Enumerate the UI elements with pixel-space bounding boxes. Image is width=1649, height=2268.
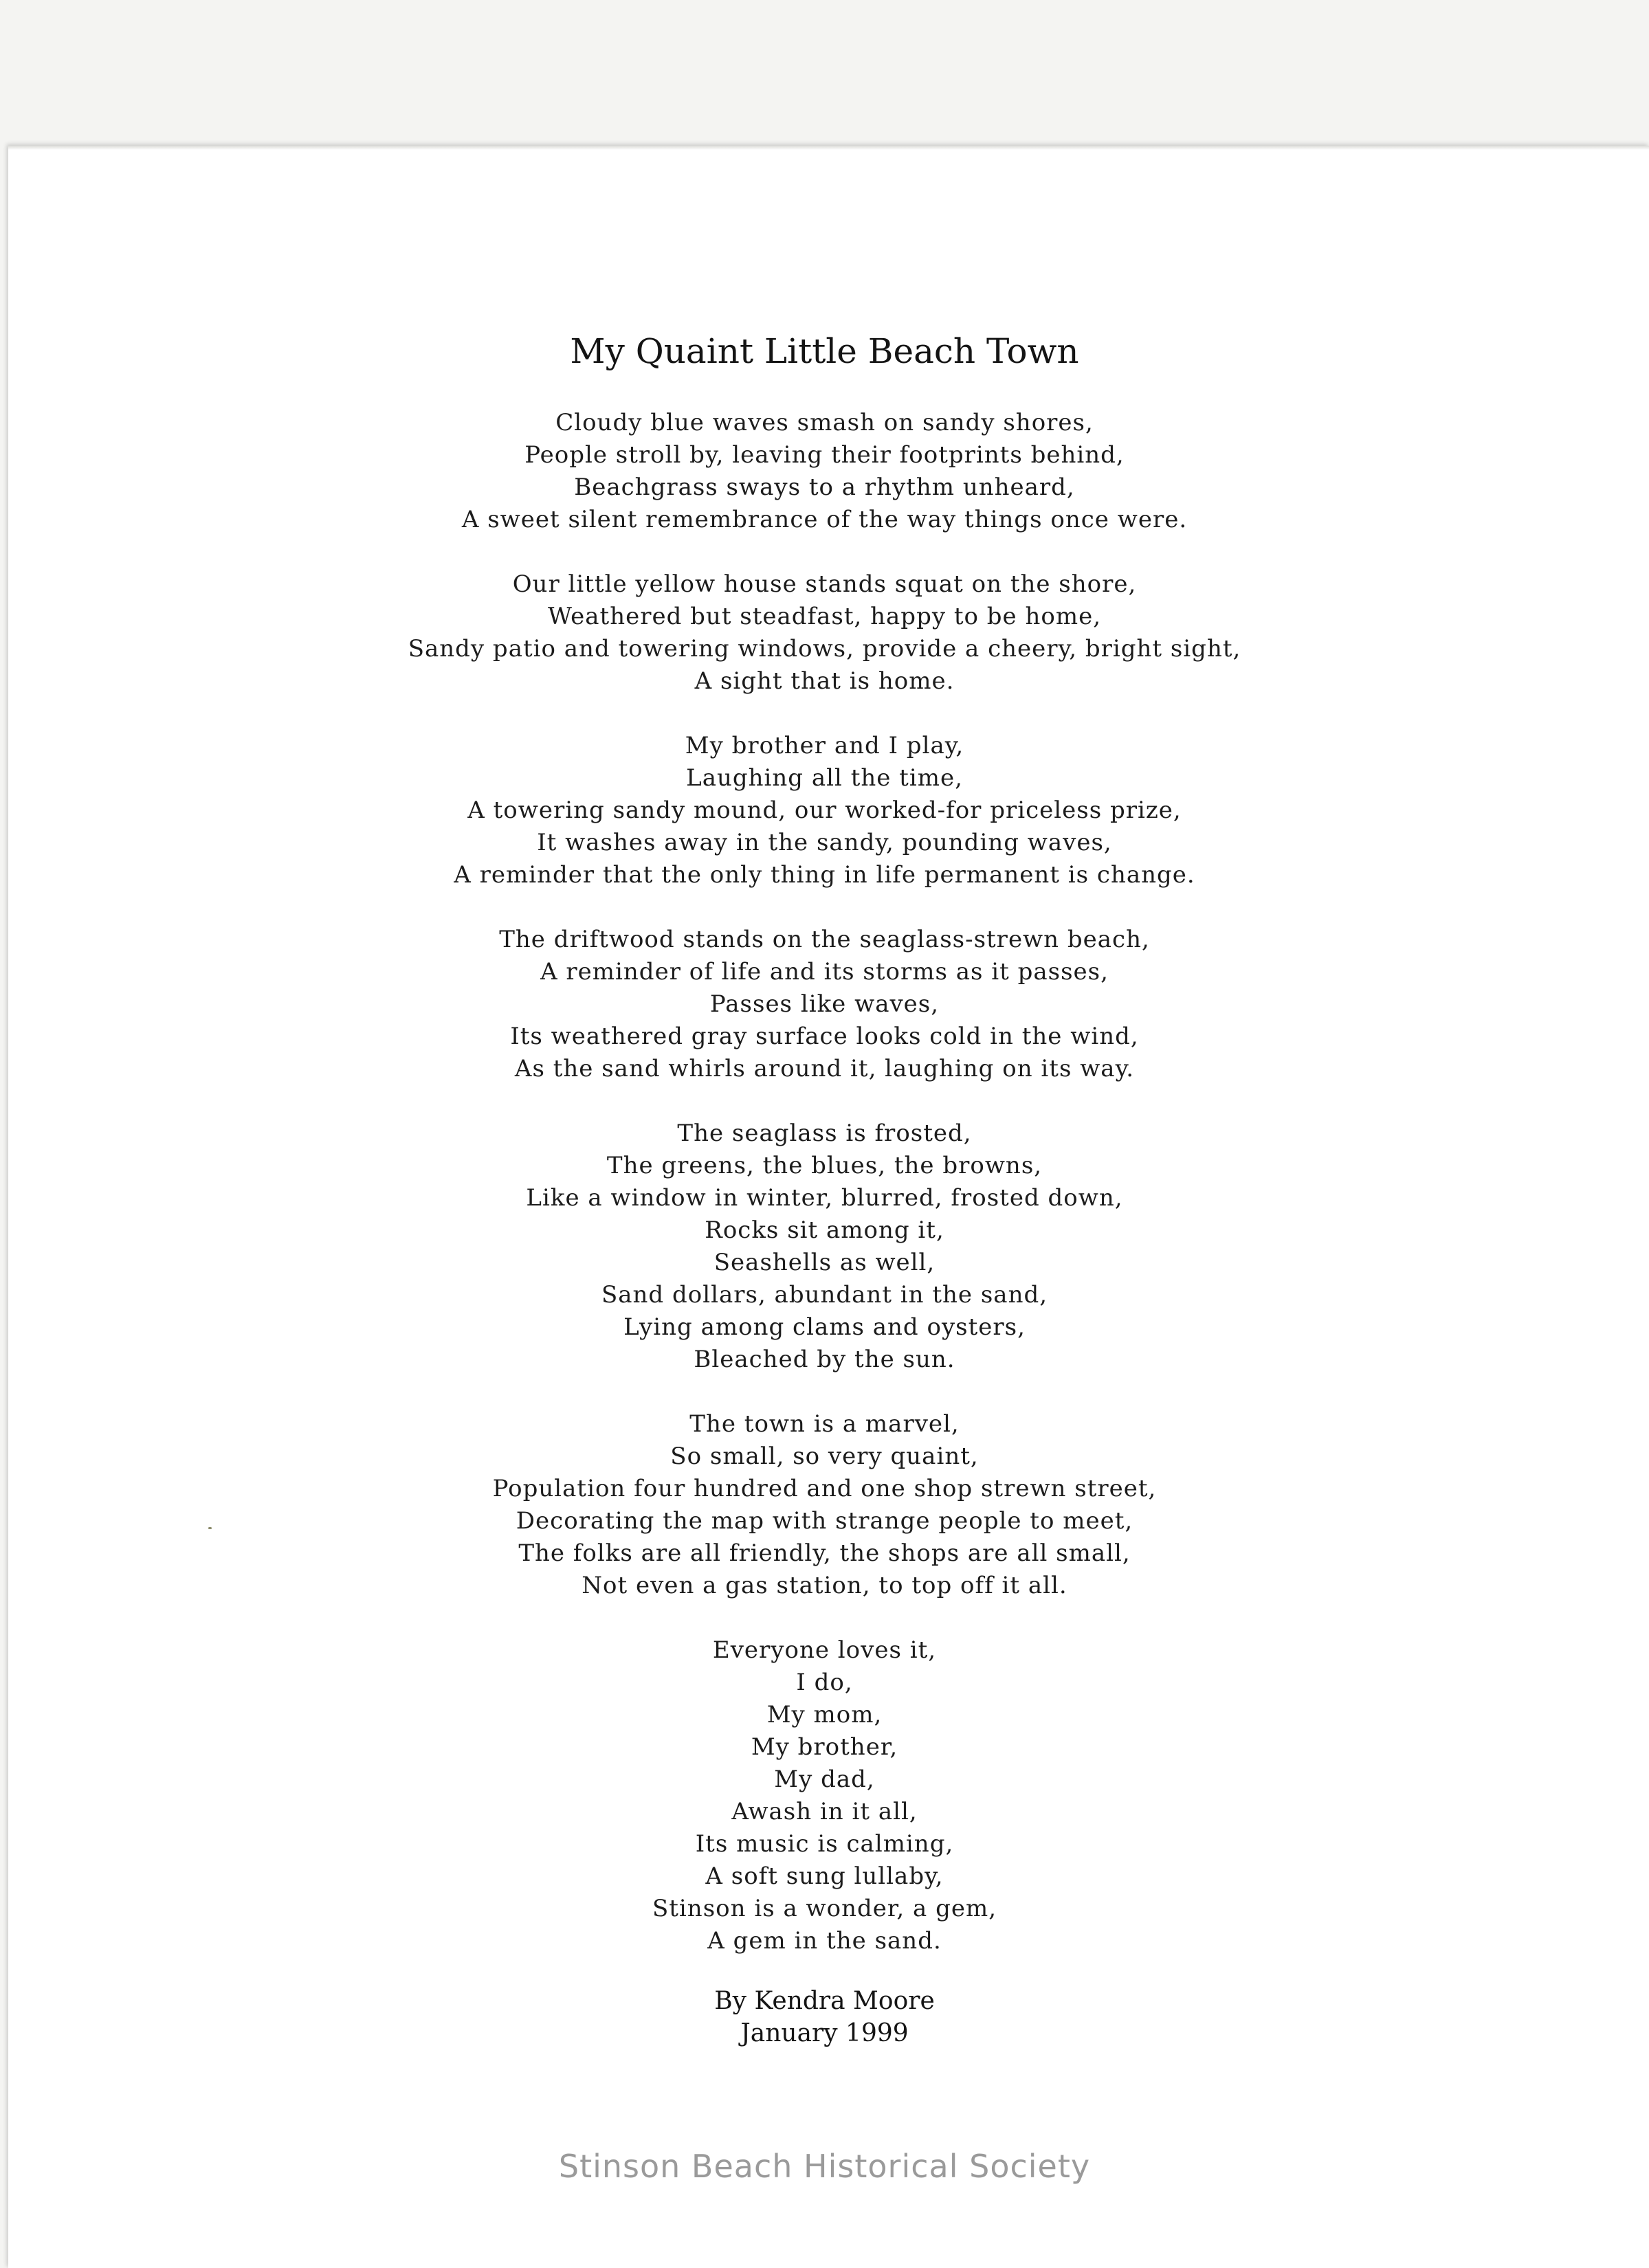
poem-line: Beachgrass sways to a rhythm unheard, bbox=[574, 474, 1075, 501]
poem-line: Sand dollars, abundant in the sand, bbox=[601, 1281, 1048, 1309]
poem-line: A sight that is home. bbox=[694, 667, 955, 695]
poem-body bbox=[0, 407, 1649, 1990]
poem-line: Lying among clams and oysters, bbox=[623, 1313, 1026, 1341]
poem-line: The greens, the blues, the browns, bbox=[606, 1152, 1043, 1179]
poem-line: The town is a marvel, bbox=[689, 1410, 960, 1438]
poem-line: As the sand whirls around it, laughing on its way. bbox=[514, 1055, 1135, 1082]
byline bbox=[0, 1985, 1649, 2049]
stanza bbox=[0, 1634, 1649, 1957]
poem-line: The folks are all friendly, the shops are all small, bbox=[518, 1539, 1131, 1567]
byline-date: January 1999 bbox=[740, 2019, 909, 2047]
stanza bbox=[0, 924, 1649, 1085]
poem-line: The driftwood stands on the seaglass-strewn beach, bbox=[499, 926, 1150, 953]
poem-line: Its music is calming, bbox=[695, 1830, 954, 1858]
poem-line: Stinson is a wonder, a gem, bbox=[652, 1895, 997, 1922]
poem-line: Laughing all the time, bbox=[686, 764, 963, 792]
poem-line: So small, so very quaint, bbox=[670, 1443, 979, 1470]
poem-line: A soft sung lullaby, bbox=[705, 1863, 944, 1890]
poem-line: Our little yellow house stands squat on the shore, bbox=[512, 570, 1137, 598]
poem-line: Passes like waves, bbox=[709, 990, 940, 1018]
stanza bbox=[0, 730, 1649, 891]
poem-line: Seashells as well, bbox=[713, 1249, 936, 1276]
poem-line: Not even a gas station, to top off it all. bbox=[582, 1572, 1067, 1599]
poem-line: Everyone loves it, bbox=[712, 1636, 937, 1664]
poem-line: Like a window in winter, blurred, frosted down, bbox=[526, 1184, 1123, 1212]
poem-line: My mom, bbox=[766, 1701, 883, 1728]
poem-line: Its weathered gray surface looks cold in the wind, bbox=[510, 1023, 1139, 1050]
poem-title: My Quaint Little Beach Town bbox=[570, 331, 1079, 371]
poem-line: Population four hundred and one shop strewn street, bbox=[492, 1475, 1157, 1502]
poem-line: Cloudy blue waves smash on sandy shores, bbox=[555, 409, 1094, 436]
paper-top-edge bbox=[8, 146, 1649, 150]
poem-line: Weathered but steadfast, happy to be home, bbox=[547, 603, 1102, 630]
stanza bbox=[0, 1118, 1649, 1376]
poem-line: A towering sandy mound, our worked-for priceless prize, bbox=[467, 797, 1182, 824]
watermark: Stinson Beach Historical Society bbox=[558, 2148, 1091, 2185]
poem-line: Decorating the map with strange people to meet, bbox=[516, 1507, 1133, 1535]
poem-line: Bleached by the sun. bbox=[694, 1346, 955, 1373]
poem-line: Rocks sit among it, bbox=[705, 1216, 944, 1244]
poem-line: My brother and I play, bbox=[685, 732, 964, 759]
stanza bbox=[0, 568, 1649, 698]
poem-line: My dad, bbox=[774, 1766, 875, 1793]
poem-line: I do, bbox=[796, 1669, 853, 1696]
poem-line: A gem in the sand. bbox=[707, 1927, 942, 1955]
poem-line: A sweet silent remembrance of the way things once were. bbox=[461, 506, 1188, 533]
poem-line: A reminder that the only thing in life permanent is change. bbox=[454, 861, 1195, 889]
stanza bbox=[0, 1408, 1649, 1602]
poem-line: It washes away in the sandy, pounding waves, bbox=[537, 829, 1112, 856]
poem-line: A reminder of life and its storms as it passes, bbox=[540, 958, 1109, 986]
poem-line: My brother, bbox=[751, 1733, 898, 1761]
poem-line: People stroll by, leaving their footprints behind, bbox=[524, 441, 1125, 469]
poem-line: Sandy patio and towering windows, provide a cheery, bright sight, bbox=[408, 635, 1241, 663]
poem-line: The seaglass is frosted, bbox=[677, 1120, 972, 1147]
stanza bbox=[0, 407, 1649, 536]
byline-author: By Kendra Moore bbox=[714, 1987, 935, 2015]
poem-line: Awash in it all, bbox=[731, 1798, 918, 1825]
